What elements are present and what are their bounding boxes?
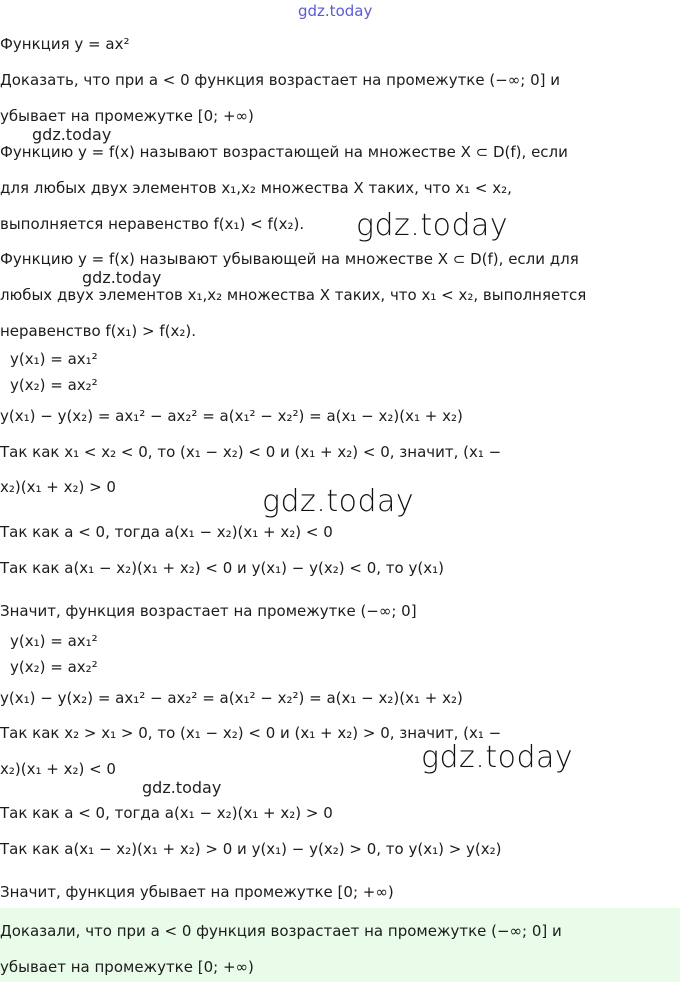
formula-difference-second: y(x₁) − y(x₂) = ax₁² − ax₂² = a(x₁² − x₂²) = a(x₁ − x₂)(x₁ + x₂) xyxy=(0,689,463,707)
text-line-8: любых двух элементов x₁,x₂ множества X таких, что x₁ < x₂, выполняется xyxy=(0,286,587,304)
text-line-23: Так как a < 0, тогда a(x₁ − x₂)(x₁ + x₂) > 0 xyxy=(0,804,333,822)
watermark-top: gdz.today xyxy=(298,2,373,20)
text-line-15: Так как a < 0, тогда a(x₁ − x₂)(x₁ + x₂) < 0 xyxy=(0,523,333,541)
conclusion-line-2: убывает на промежутке [0; +∞) xyxy=(0,958,254,976)
watermark-large-3: gdz.today xyxy=(421,740,574,775)
text-line-9: неравенство f(x₁) > f(x₂). xyxy=(0,322,197,340)
text-line-22: x₂)(x₁ + x₂) < 0 xyxy=(0,760,116,778)
text-line-7: Функцию y = f(x) называют убывающей на множестве X ⊂ D(f), если для xyxy=(0,250,579,268)
text-line-5: для любых двух элементов x₁,x₂ множества X таких, что x₁ < x₂, xyxy=(0,179,512,197)
watermark-large-2: gdz.today xyxy=(262,484,415,519)
conclusion-line-1: Доказали, что при a < 0 функция возрастает на промежутке (−∞; 0] и xyxy=(0,922,562,940)
text-line-3: убывает на промежутке [0; +∞) xyxy=(0,107,254,125)
text-line-14: x₂)(x₁ + x₂) > 0 xyxy=(0,478,116,496)
watermark-small-2: gdz.today xyxy=(82,268,162,287)
watermark-small-1: gdz.today xyxy=(32,125,112,144)
formula-y-x1-second: y(x₁) = ax₁² xyxy=(10,632,98,650)
formula-difference: y(x₁) − y(x₂) = ax₁² − ax₂² = a(x₁² − x₂²) = a(x₁ − x₂)(x₁ + x₂) xyxy=(0,407,463,425)
text-line-1: Функция y = ax² xyxy=(0,35,130,53)
text-line-2: Доказать, что при a < 0 функция возрастает на промежутке (−∞; 0] и xyxy=(0,71,561,89)
text-line-17: Значит, функция возрастает на промежутке (−∞; 0] xyxy=(0,602,417,620)
formula-y-x1: y(x₁) = ax₁² xyxy=(10,350,98,368)
formula-y-x2: y(x₂) = ax₂² xyxy=(10,376,98,394)
watermark-large-1: gdz.today xyxy=(356,208,509,243)
text-line-21: Так как x₂ > x₁ > 0, то (x₁ − x₂) < 0 и (x₁ + x₂) > 0, значит, (x₁ − xyxy=(0,724,502,742)
text-line-4: Функцию y = f(x) называют возрастающей на множестве X ⊂ D(f), если xyxy=(0,143,568,161)
text-line-13: Так как x₁ < x₂ < 0, то (x₁ − x₂) < 0 и (x₁ + x₂) < 0, значит, (x₁ − xyxy=(0,443,502,461)
watermark-small-3: gdz.today xyxy=(142,778,222,797)
text-line-16: Так как a(x₁ − x₂)(x₁ + x₂) < 0 и y(x₁) − y(x₂) < 0, то y(x₁) xyxy=(0,559,444,577)
text-line-6: выполняется неравенство f(x₁) < f(x₂). xyxy=(0,215,305,233)
formula-y-x2-second: y(x₂) = ax₂² xyxy=(10,658,98,676)
text-line-25: Значит, функция убывает на промежутке [0; +∞) xyxy=(0,883,394,901)
text-line-24: Так как a(x₁ − x₂)(x₁ + x₂) > 0 и y(x₁) − y(x₂) > 0, то y(x₁) > y(x₂) xyxy=(0,840,502,858)
